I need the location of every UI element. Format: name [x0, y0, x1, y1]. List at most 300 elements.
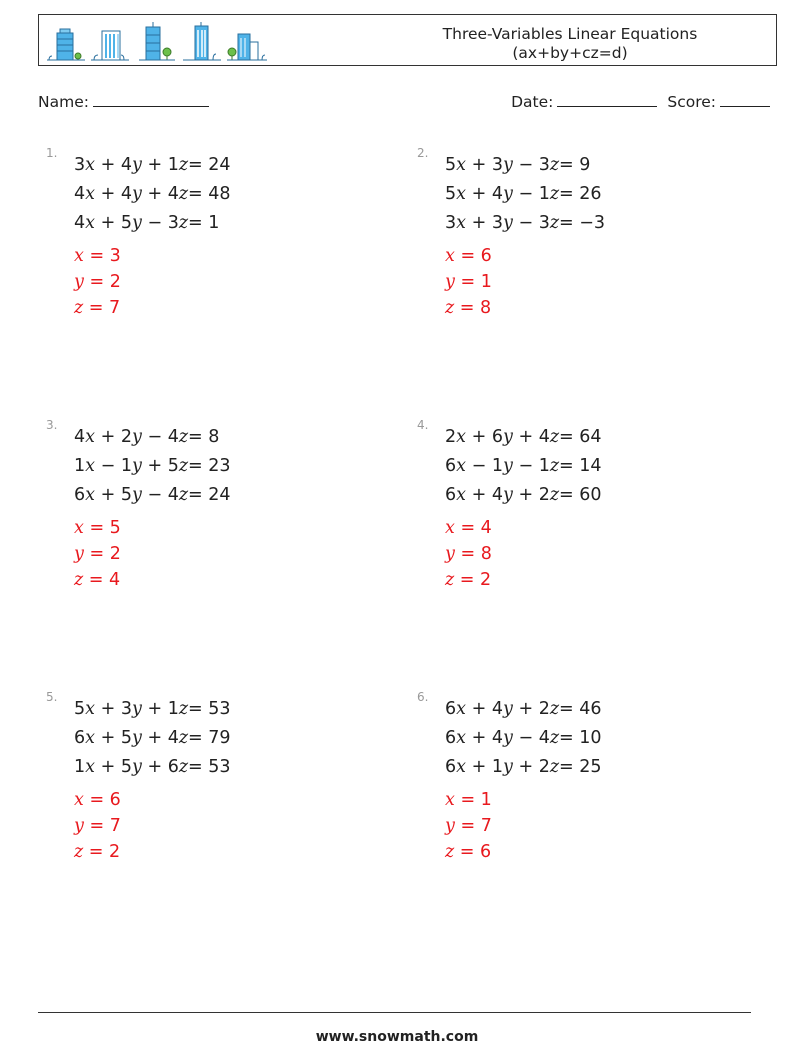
constant-d: 24 [208, 485, 231, 505]
equation [74, 753, 254, 782]
coefficient-a: 1 [74, 757, 86, 777]
equation-lhs [445, 209, 560, 238]
operator: + [147, 155, 163, 175]
equation [445, 209, 625, 238]
answer-y: y = 8 [445, 544, 492, 564]
operator: + [518, 427, 534, 447]
coefficient-c: 4 [538, 728, 550, 748]
equation-rhs: = 23 [188, 456, 231, 476]
answer-value: 2 [109, 544, 121, 564]
coefficient-b: 4 [491, 184, 503, 204]
variable-x: x [456, 485, 467, 505]
problem-number: 6. [417, 690, 429, 704]
footer-divider [38, 1012, 751, 1013]
answer-value: 1 [480, 790, 492, 810]
coefficient-b: 3 [120, 699, 132, 719]
coefficient-b: 5 [120, 728, 132, 748]
answer-z: z = 2 [74, 842, 121, 862]
operator: − [471, 456, 487, 476]
equation [445, 481, 625, 510]
coefficient-b: 1 [491, 456, 503, 476]
answer-value: 7 [109, 298, 121, 318]
variable-y: y [502, 699, 513, 719]
constant-d: 64 [579, 427, 602, 447]
coefficient-b: 4 [120, 155, 132, 175]
coefficient-b: 6 [491, 427, 503, 447]
equation [445, 452, 625, 481]
equation-rhs: = 79 [188, 728, 231, 748]
coefficient-b: 5 [120, 213, 132, 233]
answer-value: 6 [109, 790, 121, 810]
equation-system [445, 695, 625, 782]
equation-lhs [445, 423, 560, 452]
operator: + [147, 728, 163, 748]
variable-y: y [131, 184, 142, 204]
operator: − [518, 728, 534, 748]
variable-x: x [85, 213, 96, 233]
worksheet-header [38, 14, 777, 66]
answer-key [74, 787, 121, 865]
variable-x: x [85, 456, 96, 476]
equation [74, 209, 254, 238]
variable-y: y [502, 427, 513, 447]
coefficient-b: 3 [491, 155, 503, 175]
answer-value: 4 [480, 518, 492, 538]
variable-x: x [456, 456, 467, 476]
coefficient-c: 6 [167, 757, 179, 777]
operator: + [100, 485, 116, 505]
answer-key [445, 787, 492, 865]
operator: + [471, 213, 487, 233]
answer-x: x = 4 [445, 518, 492, 538]
operator: + [471, 757, 487, 777]
variable-y: y [502, 213, 513, 233]
variable-y: y [502, 485, 513, 505]
operator: + [471, 427, 487, 447]
coefficient-c: 1 [538, 456, 550, 476]
equation-lhs [74, 452, 189, 481]
operator: + [100, 757, 116, 777]
answer-variable: y [445, 272, 455, 292]
coefficient-c: 4 [167, 184, 179, 204]
answer-variable: z [445, 570, 455, 590]
operator: − [518, 213, 534, 233]
score-label: Score: [667, 93, 716, 111]
answer-variable: y [74, 272, 84, 292]
equation [74, 151, 254, 180]
variable-z: z [178, 184, 189, 204]
answer-value: 2 [109, 272, 121, 292]
answer-value: 4 [109, 570, 121, 590]
variable-y: y [131, 728, 142, 748]
answer-x: x = 6 [445, 246, 492, 266]
constant-d: 79 [208, 728, 231, 748]
answer-variable: z [445, 842, 455, 862]
constant-d: 60 [579, 485, 602, 505]
answer-z: z = 2 [445, 570, 492, 590]
equation [74, 481, 254, 510]
problem-number: 1. [46, 146, 58, 160]
equation-lhs [445, 753, 560, 782]
answer-z: z = 4 [74, 570, 121, 590]
equation-lhs [74, 753, 189, 782]
answer-x: x = 5 [74, 518, 121, 538]
problem-number: 5. [46, 690, 58, 704]
equation-rhs: = 26 [559, 184, 602, 204]
answer-variable: z [445, 298, 455, 318]
variable-z: z [178, 757, 189, 777]
operator: + [147, 184, 163, 204]
answer-x: x = 1 [445, 790, 492, 810]
equation-rhs: = 53 [188, 757, 231, 777]
score-blank[interactable] [720, 92, 770, 107]
equation [445, 753, 625, 782]
answer-value: 5 [109, 518, 121, 538]
footer-website: www.snowmath.com [315, 1029, 479, 1045]
variable-x: x [85, 699, 96, 719]
variable-z: z [549, 155, 560, 175]
answer-y: y = 2 [74, 272, 121, 292]
variable-x: x [456, 728, 467, 748]
variable-x: x [456, 155, 467, 175]
answer-variable: z [74, 842, 84, 862]
answer-variable: x [445, 518, 455, 538]
equation-system [74, 695, 254, 782]
date-score-fields [511, 92, 770, 111]
operator: − [147, 485, 163, 505]
coefficient-c: 4 [167, 485, 179, 505]
variable-x: x [456, 213, 467, 233]
equation-rhs: = 24 [188, 485, 231, 505]
operator: − [518, 184, 534, 204]
answer-variable: x [74, 246, 84, 266]
name-field [38, 92, 209, 111]
coefficient-a: 5 [445, 184, 457, 204]
constant-d: 23 [208, 456, 231, 476]
coefficient-b: 4 [491, 485, 503, 505]
problem-number: 4. [417, 418, 429, 432]
equation-rhs: = −3 [559, 213, 606, 233]
answer-value: 8 [480, 298, 492, 318]
variable-z: z [178, 728, 189, 748]
variable-x: x [85, 757, 96, 777]
answer-x: x = 3 [74, 246, 121, 266]
building-icon [45, 21, 87, 63]
building-icon [89, 21, 131, 63]
date-label: Date: [511, 93, 554, 111]
operator: + [100, 184, 116, 204]
building-icon [225, 21, 269, 63]
answer-key [74, 243, 121, 321]
coefficient-c: 4 [538, 427, 550, 447]
equation [445, 151, 625, 180]
answer-value: 7 [109, 816, 121, 836]
answer-y: y = 7 [445, 816, 492, 836]
coefficient-c: 4 [167, 728, 179, 748]
operator: + [147, 757, 163, 777]
equation-lhs [445, 180, 560, 209]
equation-rhs: = 64 [559, 427, 602, 447]
operator: + [471, 184, 487, 204]
answer-key [445, 243, 492, 321]
coefficient-c: 2 [538, 699, 550, 719]
coefficient-a: 6 [445, 728, 457, 748]
equation-rhs: = 14 [559, 456, 602, 476]
problem-1 [46, 146, 376, 386]
answer-variable: z [74, 298, 84, 318]
worksheet-subtitle: (ax+by+cz=d) [512, 44, 628, 62]
equation-lhs [445, 151, 560, 180]
answer-y: y = 2 [74, 544, 121, 564]
answer-z: z = 7 [74, 298, 121, 318]
equation-rhs: = 25 [559, 757, 602, 777]
coefficient-b: 5 [120, 757, 132, 777]
coefficient-b: 3 [491, 213, 503, 233]
variable-y: y [131, 485, 142, 505]
equation-rhs: = 46 [559, 699, 602, 719]
variable-z: z [549, 213, 560, 233]
equation-lhs [74, 481, 189, 510]
variable-x: x [456, 699, 467, 719]
operator: + [471, 728, 487, 748]
variable-z: z [549, 728, 560, 748]
coefficient-b: 4 [120, 184, 132, 204]
variable-y: y [131, 699, 142, 719]
problem-number: 3. [46, 418, 58, 432]
coefficient-a: 3 [74, 155, 86, 175]
variable-x: x [456, 184, 467, 204]
variable-z: z [178, 155, 189, 175]
answer-y: y = 7 [74, 816, 121, 836]
operator: − [518, 155, 534, 175]
operator: + [100, 427, 116, 447]
equation [445, 180, 625, 209]
coefficient-a: 6 [445, 699, 457, 719]
equation-lhs [74, 695, 189, 724]
variable-z: z [178, 213, 189, 233]
equation-lhs [445, 724, 560, 753]
equation-rhs: = 53 [188, 699, 231, 719]
variable-x: x [85, 184, 96, 204]
constant-d: 26 [579, 184, 602, 204]
answer-value: 6 [480, 842, 492, 862]
operator: + [147, 456, 163, 476]
coefficient-b: 4 [491, 728, 503, 748]
variable-y: y [131, 213, 142, 233]
answer-x: x = 6 [74, 790, 121, 810]
variable-z: z [549, 485, 560, 505]
answer-value: 1 [480, 272, 492, 292]
coefficient-a: 3 [445, 213, 457, 233]
coefficient-a: 4 [74, 184, 86, 204]
constant-d: 9 [579, 155, 591, 175]
equation-rhs: = 9 [559, 155, 591, 175]
answer-key [74, 515, 121, 593]
equation [445, 724, 625, 753]
variable-x: x [85, 427, 96, 447]
worksheet-title-block [420, 25, 720, 63]
operator: + [100, 728, 116, 748]
equation-system [74, 423, 254, 510]
constant-d: 10 [579, 728, 602, 748]
coefficient-a: 6 [445, 757, 457, 777]
variable-y: y [502, 456, 513, 476]
coefficient-c: 3 [538, 213, 550, 233]
coefficient-a: 2 [445, 427, 457, 447]
constant-d: 48 [208, 184, 231, 204]
operator: + [518, 699, 534, 719]
coefficient-b: 2 [120, 427, 132, 447]
coefficient-a: 6 [445, 485, 457, 505]
name-label: Name: [38, 93, 89, 111]
variable-z: z [549, 427, 560, 447]
operator: + [471, 155, 487, 175]
constant-d: 24 [208, 155, 231, 175]
answer-variable: x [74, 518, 84, 538]
constant-d: 53 [208, 757, 231, 777]
equation-lhs [74, 180, 189, 209]
equation-rhs: = 8 [188, 427, 220, 447]
operator: − [147, 213, 163, 233]
coefficient-a: 6 [445, 456, 457, 476]
coefficient-c: 1 [538, 184, 550, 204]
operator: + [147, 699, 163, 719]
coefficient-a: 4 [74, 213, 86, 233]
answer-variable: x [445, 246, 455, 266]
answer-variable: y [74, 816, 84, 836]
variable-z: z [178, 456, 189, 476]
equation-lhs [445, 481, 560, 510]
variable-z: z [549, 699, 560, 719]
variable-y: y [502, 757, 513, 777]
problem-5 [46, 690, 376, 930]
problem-3 [46, 418, 376, 658]
variable-z: z [178, 699, 189, 719]
answer-key [445, 515, 492, 593]
equation-system [445, 151, 625, 238]
variable-z: z [549, 456, 560, 476]
constant-d: −3 [579, 213, 606, 233]
operator: + [471, 485, 487, 505]
operator: + [100, 699, 116, 719]
equation-rhs: = 60 [559, 485, 602, 505]
operator: − [518, 456, 534, 476]
equation-lhs [74, 209, 189, 238]
constant-d: 1 [208, 213, 220, 233]
answer-variable: y [445, 816, 455, 836]
coefficient-c: 1 [167, 699, 179, 719]
variable-y: y [502, 155, 513, 175]
coefficient-a: 4 [74, 427, 86, 447]
answer-y: y = 1 [445, 272, 492, 292]
coefficient-a: 1 [74, 456, 86, 476]
coefficient-c: 3 [538, 155, 550, 175]
equation-lhs [74, 423, 189, 452]
problem-4 [417, 418, 747, 658]
equation-lhs [74, 724, 189, 753]
variable-x: x [456, 427, 467, 447]
problem-6 [417, 690, 747, 930]
constant-d: 14 [579, 456, 602, 476]
equation-system [445, 423, 625, 510]
equation-rhs: = 1 [188, 213, 220, 233]
date-blank[interactable] [557, 92, 657, 107]
variable-z: z [549, 757, 560, 777]
equation-rhs: = 48 [188, 184, 231, 204]
equation [74, 452, 254, 481]
coefficient-c: 4 [167, 427, 179, 447]
operator: + [100, 213, 116, 233]
equation [74, 695, 254, 724]
variable-y: y [131, 155, 142, 175]
equation-rhs: = 10 [559, 728, 602, 748]
operator: + [518, 485, 534, 505]
equation-system [74, 151, 254, 238]
variable-y: y [131, 427, 142, 447]
answer-value: 7 [480, 816, 492, 836]
equation [74, 423, 254, 452]
operator: − [100, 456, 116, 476]
answer-z: z = 6 [445, 842, 492, 862]
constant-d: 8 [208, 427, 220, 447]
coefficient-c: 1 [167, 155, 179, 175]
problem-2 [417, 146, 747, 386]
constant-d: 46 [579, 699, 602, 719]
operator: + [518, 757, 534, 777]
variable-z: z [178, 485, 189, 505]
variable-y: y [502, 728, 513, 748]
variable-x: x [85, 485, 96, 505]
coefficient-c: 5 [167, 456, 179, 476]
coefficient-a: 6 [74, 485, 86, 505]
coefficient-b: 1 [491, 757, 503, 777]
coefficient-a: 5 [74, 699, 86, 719]
answer-value: 3 [109, 246, 121, 266]
coefficient-b: 5 [120, 485, 132, 505]
answer-variable: y [74, 544, 84, 564]
equation-lhs [445, 452, 560, 481]
coefficient-c: 3 [167, 213, 179, 233]
variable-y: y [131, 757, 142, 777]
equation [74, 180, 254, 209]
equation-lhs [445, 695, 560, 724]
equation-rhs: = 24 [188, 155, 231, 175]
equation [445, 695, 625, 724]
answer-value: 8 [480, 544, 492, 564]
building-icon [181, 21, 223, 63]
variable-y: y [502, 184, 513, 204]
coefficient-c: 2 [538, 485, 550, 505]
equation [74, 724, 254, 753]
answer-variable: z [74, 570, 84, 590]
building-icon [135, 21, 177, 63]
coefficient-b: 1 [120, 456, 132, 476]
answer-value: 6 [480, 246, 492, 266]
variable-y: y [131, 456, 142, 476]
name-blank[interactable] [93, 92, 209, 107]
answer-value: 2 [109, 842, 121, 862]
variable-x: x [85, 155, 96, 175]
answer-variable: x [74, 790, 84, 810]
equation-lhs [74, 151, 189, 180]
problem-number: 2. [417, 146, 429, 160]
answer-variable: x [445, 790, 455, 810]
variable-x: x [85, 728, 96, 748]
variable-x: x [456, 757, 467, 777]
answer-variable: y [445, 544, 455, 564]
answer-value: 2 [480, 570, 492, 590]
variable-z: z [549, 184, 560, 204]
